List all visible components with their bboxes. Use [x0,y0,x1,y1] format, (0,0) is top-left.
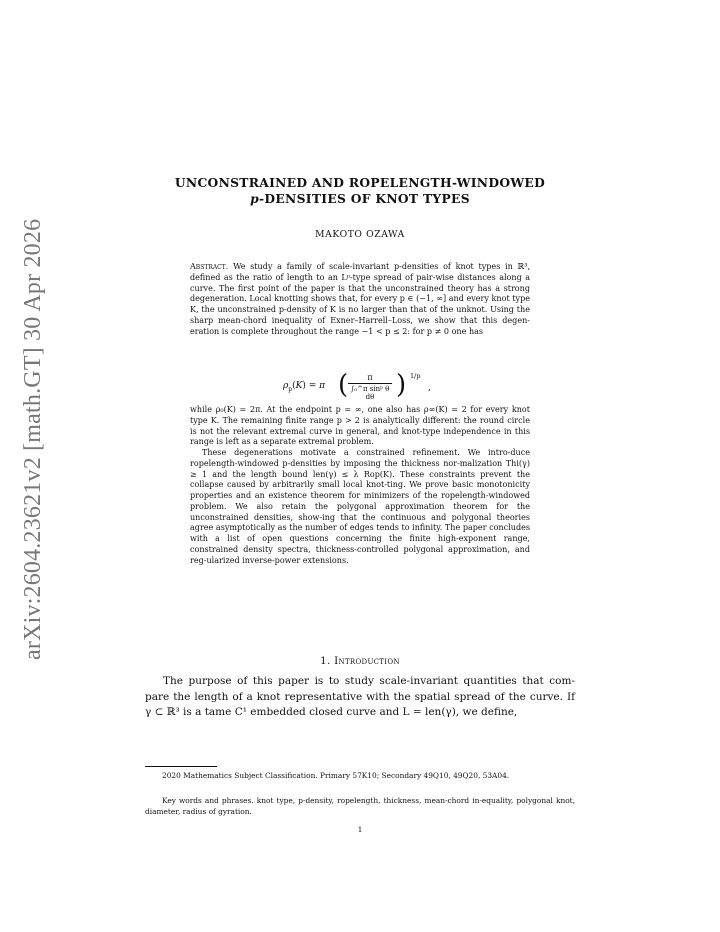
footnote-keywords: Key words and phrases. knot type, p-density, ropelength, thickness, mean-chord in-equality, polygonal knot, diameter, radius of gyration. [145,796,575,816]
intro-paragraph: The purpose of this paper is to study scale-invariant quantities that com-pare the length of a knot representative with the spatial spread of the curve. If γ ⊂ ℝ³ is a tame C¹ embedded closed curve and L = len(γ), we define, [145,675,575,718]
paper-title-line2 [0,191,720,207]
author-name: MAKOTO OZAWA [315,229,405,240]
arxiv-identifier: arXiv:2604.23621v2 [math.GT] 30 Apr 2026 [20,218,46,660]
title-p: p [250,191,260,206]
abstract-label: Abstract. [190,262,229,271]
abstract-part2 [190,405,530,566]
density-equation: $\rho_p(K) = \pi$ ( $\frac{\pi}{\text{∫₀\textasciicircum{}π sinᵖ θ dθ}}$ ) 1/p , [283,370,431,401]
section-heading: 1. Introduction [320,655,400,667]
equation-numerator: π [348,373,392,384]
abstract-para1-end: while ρ₀(K) = 2π. At the endpoint p = ∞, one also has ρ∞(K) = 2 for every knot type K. The remaining finite range p > 2 is analytically different: the round circle is not the relevant extremal curve in general, and knot-type independence in this range is left as a separate extremal problem. [190,405,530,447]
footnote-rule [145,766,217,767]
abstract-para2: These degenerations motivate a constrained refinement. We intro-duce ropelength-windowed p-densities by imposing the thickness nor-malization Thi(γ) ≥ 1 and the length bound len(γ) ≤ λ Rop(K). These constraints prevent the collapse caused by arbitrarily small local knot-ting. We prove basic monotonicity properties and an existence theorem for minimizers of the ropelength-windowed problem. We also retain the polygonal approximation theorem for the unconstrained densities, show-ing that the continuous and polygonal theories agree asymptotically as the number of edges tends to infinity. The paper concludes with a list of open questions concerning the finite high-exponent range, constrained density spectra, thickness-controlled polygonal approximation, and reg-ularized inverse-power extensions. [190,448,530,565]
abstract-part1 [190,262,530,337]
page-number: 1 [357,825,363,834]
equation-denominator: ∫₀^π sinᵖ θ dθ [350,385,390,401]
abstract-para1: We study a family of scale-invariant p-densities of knot types in ℝ³, defined as the ratio of length to an Lᵖ-type spread of pair-wise distances along a curve. The first point of the paper is that the unconstrained theory has a strong degeneration. Local knotting shows that, for every p ∈ (−1, ∞] and every knot type K, the unconstrained p-density of K is no larger than that of the unknot. Using the sharp mean-chord inequality of Exner–Harrell–Loss, we show that this degen-eration is complete throughout the range −1 < p ≤ 2: for p ≠ 0 one has [190,262,531,336]
paper-title-line1: UNCONSTRAINED AND ROPELENGTH-WINDOWED [174,175,546,190]
title-line2-rest: -DENSITIES OF KNOT TYPES [259,191,470,206]
footnote-msc: 2020 Mathematics Subject Classification. Primary 57K10; Secondary 49Q10, 49Q20, 53A04. [162,771,510,780]
equation-exponent: 1/p [410,372,421,380]
